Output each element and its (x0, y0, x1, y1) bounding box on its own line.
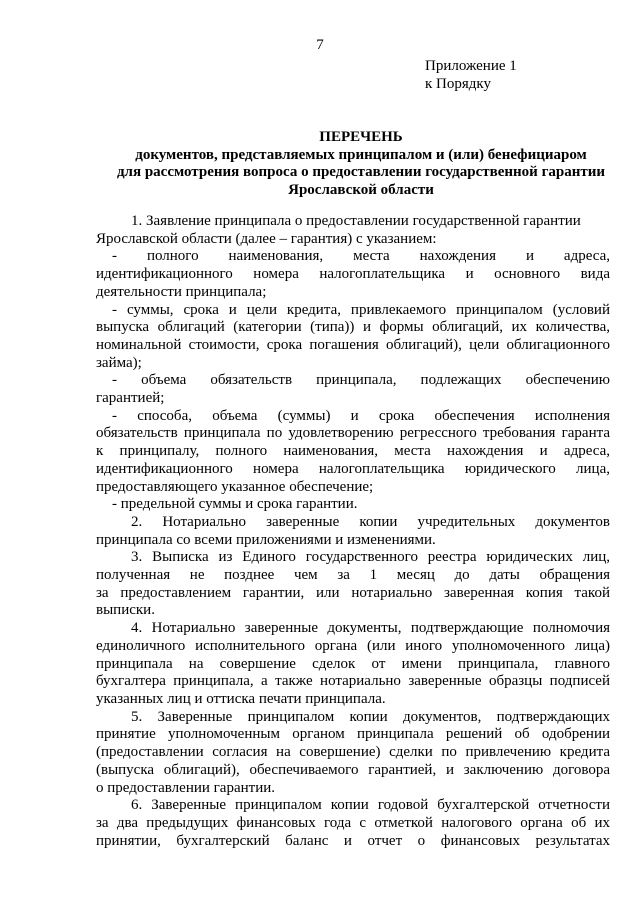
body-line: предоставляющего указанное обеспечение; (96, 478, 374, 495)
appendix-line: к Порядку (425, 76, 491, 92)
body-line: - суммы, срока и цели кредита, привлекаемого принципалом (условий (112, 301, 610, 318)
body-line: 4. Нотариально заверенные документы, подтверждающие полномочия (131, 620, 610, 637)
body-line: номинальной стоимости, срока погашения облигаций), цели облигационного (96, 336, 610, 353)
body-line: 6. Заверенные принципалом копии годовой бухгалтерской отчетности (131, 797, 610, 814)
body-line: гарантией; (96, 390, 165, 407)
body-line: за предоставлением гарантии, или нотариально заверенная копия такой (96, 584, 610, 601)
body-line: 1. Заявление принципала о предоставлении государственной гарантии (131, 213, 581, 229)
body-line: к принципалу, полного наименования, места нахождения и адреса, (96, 443, 610, 460)
heading-subtitle-line: Ярославской области (288, 181, 434, 198)
body-line: принятии, бухгалтерский баланс и отчет о финансовых результатах (96, 832, 610, 849)
body-line: идентификационного номера налогоплательщика и основного вида (96, 266, 610, 283)
page-number: 7 (316, 37, 324, 53)
body-line: единоличного исполнительного органа (или иного уполномоченного лица) (96, 637, 610, 654)
body-line: (выпуска облигаций), обеспечиваемого гарантией, и заключению договора (96, 761, 610, 778)
body-line: (предоставлении согласия на совершение) сделки по привлечению кредита (96, 744, 610, 761)
heading-subtitle-line: документов, представляемых принципалом и (или) бенефициаром (135, 146, 587, 163)
heading-title: ПЕРЕЧЕНЬ (319, 129, 403, 145)
body-line: указанных лиц и оттиска печати принципала. (96, 690, 386, 707)
document-body (96, 213, 610, 850)
body-line: Ярославской области (далее – гарантия) с указанием: (96, 230, 437, 247)
body-line: за два предыдущих финансовых года с отметкой налогового органа об их (96, 814, 610, 831)
body-line: займа); (96, 354, 142, 371)
body-line: 3. Выписка из Единого государственного реестра юридических лиц, (131, 549, 610, 566)
body-line: бухгалтера принципала, а также нотариально заверенные образцы подписей (96, 673, 610, 690)
appendix-reference (425, 57, 517, 93)
body-line: о предоставлении гарантии. (96, 779, 276, 796)
body-line: принятие уполномоченным органом принципала решений об одобрении (96, 726, 610, 743)
body-line: 2. Нотариально заверенные копии учредительных документов (131, 513, 610, 530)
body-line: - способа, объема (суммы) и срока обеспечения исполнения (112, 407, 610, 424)
body-line: принципала со всеми приложениями и изменениями. (96, 531, 436, 548)
body-line: полученная не позднее чем за 1 месяц до даты обращения (96, 567, 610, 584)
body-line: выпуска облигаций (категории (типа)) и формы облигаций, их количества, (96, 319, 610, 336)
body-line: принципала на совершение сделок от имени принципала, главного (96, 655, 610, 672)
body-line: - полного наименования, места нахождения и адреса, (112, 248, 610, 265)
appendix-line: Приложение 1 (425, 58, 517, 74)
body-line: - предельной суммы и срока гарантии. (112, 496, 358, 513)
body-line: 5. Заверенные принципалом копии документов, подтверждающих (131, 708, 610, 725)
document-heading (96, 129, 626, 199)
body-line: выписки. (96, 602, 155, 619)
body-line: идентификационного номера налогоплательщика юридического лица, (96, 460, 610, 477)
body-line: деятельности принципала; (96, 283, 267, 300)
body-line: - объема обязательств принципала, подлежащих обеспечению (112, 372, 610, 389)
body-line: обязательств принципала по удовлетворению регрессного требования гаранта (96, 425, 610, 442)
heading-subtitle-line: для рассмотрения вопроса о предоставлении государственной гарантии (116, 164, 606, 180)
